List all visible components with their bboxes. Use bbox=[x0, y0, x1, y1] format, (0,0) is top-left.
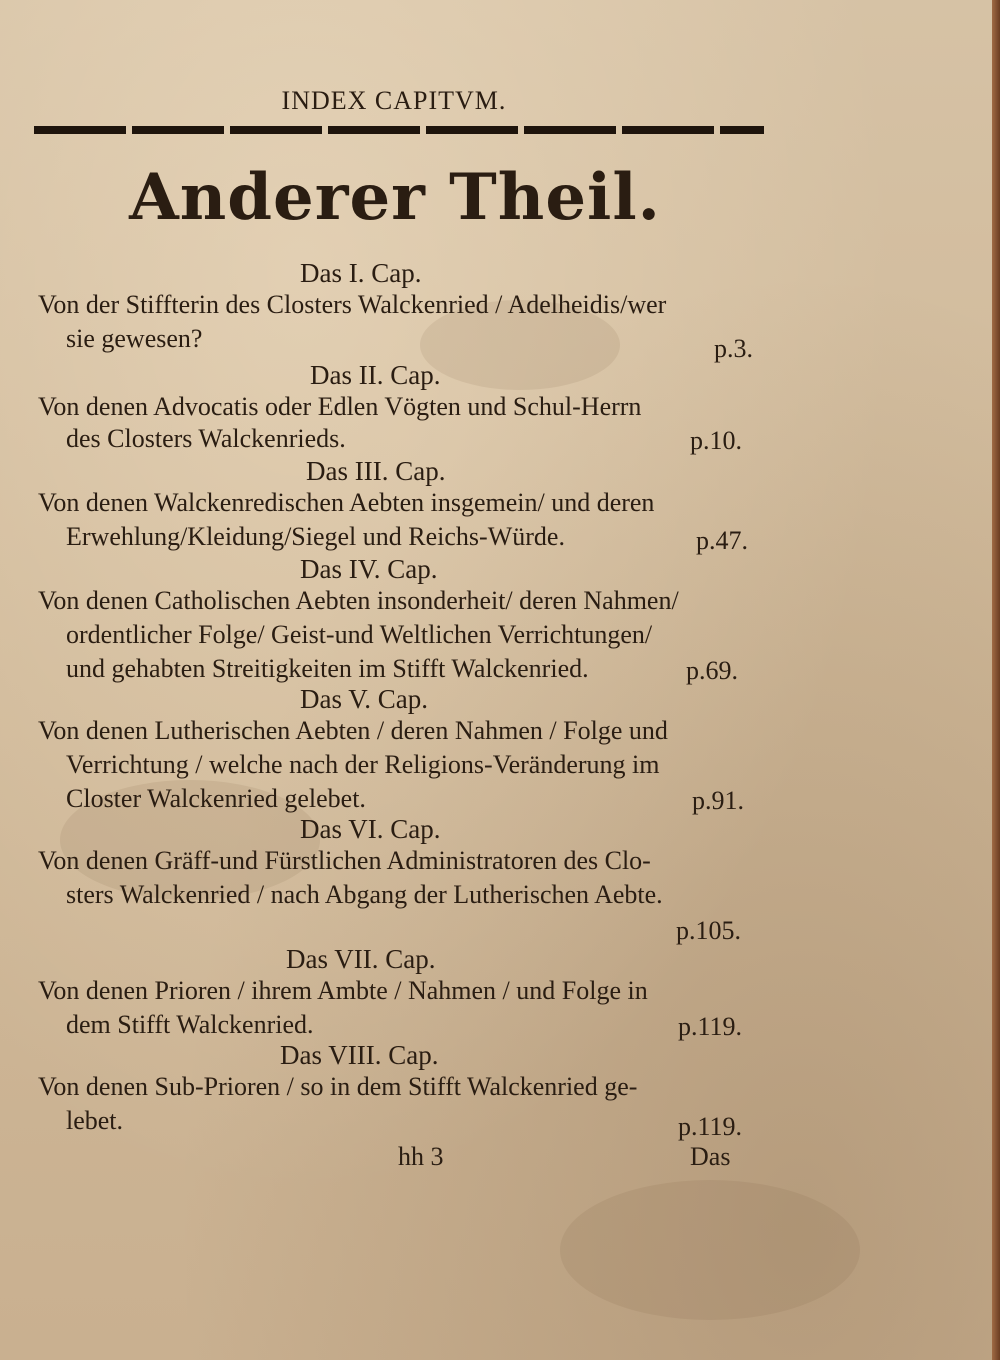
chapter-heading: Das III. Cap. bbox=[306, 456, 446, 486]
chapter-line: Closter Walckenried gelebet. bbox=[66, 784, 366, 813]
signature-mark: hh 3 bbox=[398, 1142, 444, 1171]
header-rule bbox=[34, 126, 764, 134]
chapter-line: sie gewesen? bbox=[66, 324, 203, 353]
chapter-heading: Das II. Cap. bbox=[310, 360, 441, 390]
chapter-line: Von der Stiffterin des Closters Walckenried / Adelheidis/wer bbox=[38, 290, 667, 319]
chapter-line: Erwehlung/Kleidung/Siegel und Reichs-Würde. bbox=[66, 522, 565, 551]
page-reference: p.119. bbox=[678, 1012, 743, 1041]
catchword: Das bbox=[690, 1142, 731, 1171]
chapter-heading: Das VIII. Cap. bbox=[280, 1040, 439, 1070]
page-reference: p.105. bbox=[676, 916, 741, 945]
page-reference: p.3. bbox=[714, 334, 753, 363]
chapter-line: ordentlicher Folge/ Geist-und Weltlichen Verrichtungen/ bbox=[66, 620, 653, 649]
page-reference: p.119. bbox=[678, 1112, 743, 1141]
chapter-line: sters Walckenried / nach Abgang der Lutherischen Aebte. bbox=[66, 880, 663, 909]
paper-stain bbox=[560, 1180, 860, 1320]
chapter-line: Von denen Lutherischen Aebten / deren Nahmen / Folge und bbox=[38, 716, 668, 745]
running-header: INDEX CAPITVM. bbox=[281, 86, 507, 115]
chapter-line: Von denen Catholischen Aebten insonderheit/ deren Nahmen/ bbox=[38, 586, 679, 615]
chapter-line: Verrichtung / welche nach der Religions-Veränderung im bbox=[66, 750, 660, 779]
part-title: Anderer Theil. bbox=[129, 160, 661, 235]
chapter-line: lebet. bbox=[66, 1106, 124, 1135]
page-edge bbox=[992, 0, 1000, 1360]
chapter-line: und gehabten Streitigkeiten im Stifft Walckenried. bbox=[66, 654, 589, 683]
page-reference: p.91. bbox=[692, 786, 744, 815]
chapter-line: Von denen Advocatis oder Edlen Vögten und Schul-Herrn bbox=[38, 392, 642, 421]
page-reference: p.10. bbox=[690, 426, 742, 455]
chapter-line: Von denen Sub-Prioren / so in dem Stifft Walckenried ge- bbox=[38, 1072, 638, 1101]
chapter-heading: Das VI. Cap. bbox=[300, 814, 441, 844]
chapter-heading: Das V. Cap. bbox=[300, 684, 429, 714]
page-reference: p.69. bbox=[686, 656, 738, 685]
chapter-line: des Closters Walckenrieds. bbox=[66, 424, 346, 453]
page-reference: p.47. bbox=[696, 526, 748, 555]
chapter-heading: Das I. Cap. bbox=[300, 258, 422, 288]
chapter-heading: Das VII. Cap. bbox=[286, 944, 436, 974]
chapter-line: Von denen Prioren / ihrem Ambte / Nahmen / und Folge in bbox=[38, 976, 648, 1005]
chapter-heading: Das IV. Cap. bbox=[300, 554, 438, 584]
chapter-line: Von denen Walckenredischen Aebten insgemein/ und deren bbox=[38, 488, 655, 517]
chapter-line: Von denen Gräff-und Fürstlichen Administratoren des Clo- bbox=[38, 846, 651, 875]
chapter-line: dem Stifft Walckenried. bbox=[66, 1010, 314, 1039]
